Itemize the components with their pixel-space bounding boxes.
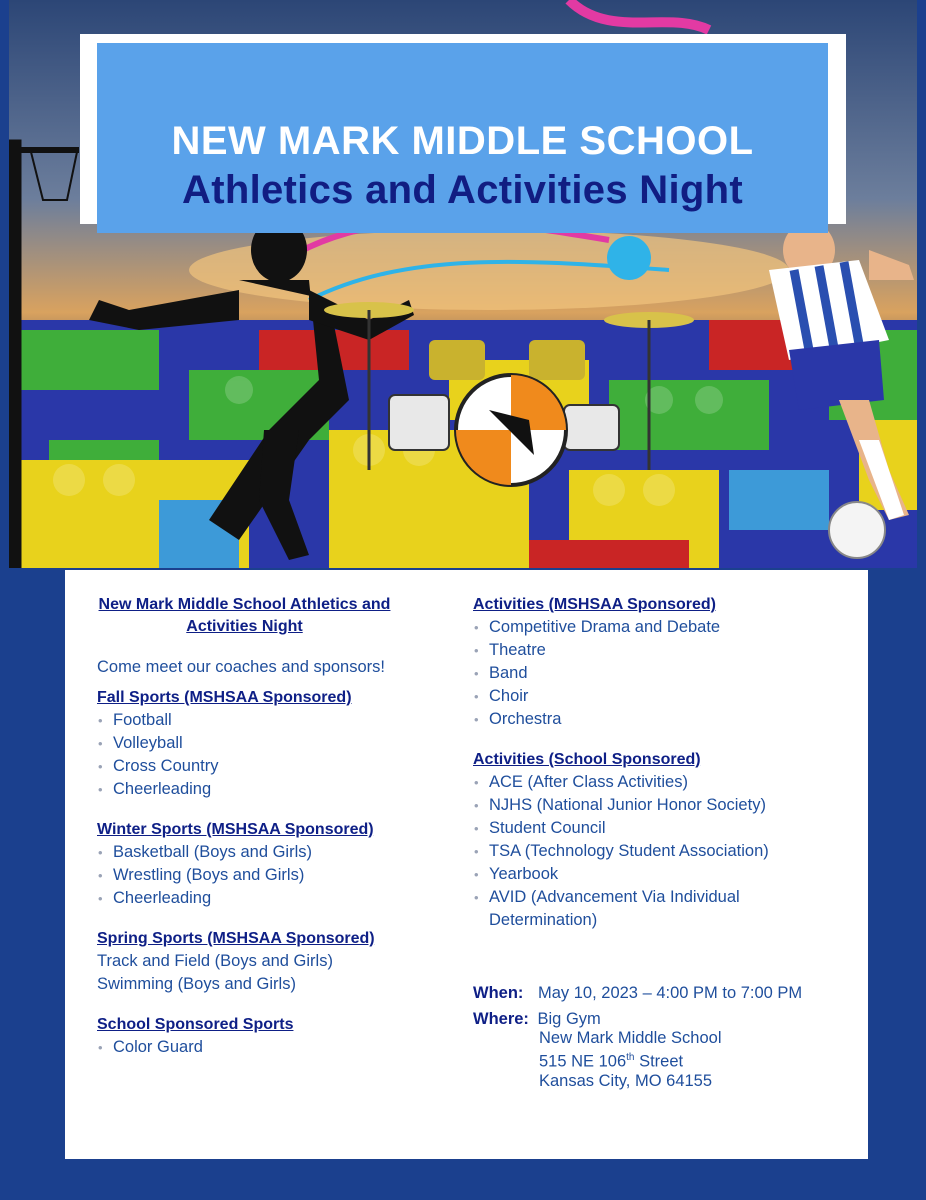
panel-heading bbox=[87, 594, 402, 638]
panel-heading-line1: New Mark Middle School Athletics and bbox=[98, 596, 391, 613]
list-item: • Student Council bbox=[473, 817, 843, 840]
winter-sports-heading: Winter Sports (MSHSAA Sponsored) bbox=[97, 821, 374, 838]
panel-heading-line2: Activities Night bbox=[186, 618, 303, 635]
where-address bbox=[539, 1048, 843, 1072]
school-sports-heading: School Sponsored Sports bbox=[97, 1016, 294, 1033]
list-item: • AVID (Advancement Via Individual bbox=[473, 886, 843, 909]
mshsaa-activities-list bbox=[473, 616, 843, 731]
right-column bbox=[473, 594, 843, 1091]
where-superscript: th bbox=[626, 1052, 635, 1063]
where-line: Big Gym bbox=[537, 1010, 601, 1028]
mshsaa-activities-heading: Activities (MSHSAA Sponsored) bbox=[473, 596, 716, 613]
event-title: Athletics and Activities Night bbox=[182, 168, 743, 212]
list-item: • Choir bbox=[473, 685, 843, 708]
info-panel bbox=[65, 570, 868, 1159]
where-line: 515 NE 106 bbox=[539, 1052, 627, 1071]
list-item: • Yearbook bbox=[473, 863, 843, 886]
school-activities-list bbox=[473, 771, 843, 909]
list-item: • Theatre bbox=[473, 639, 843, 662]
list-item: • Band bbox=[473, 662, 843, 685]
list-item: • Competitive Drama and Debate bbox=[473, 616, 843, 639]
where-line: Kansas City, MO 64155 bbox=[539, 1071, 713, 1090]
when-row bbox=[473, 982, 843, 1004]
when-label: When: bbox=[473, 984, 524, 1002]
where-line: New Mark Middle School bbox=[539, 1029, 722, 1047]
list-item: • Football bbox=[97, 709, 437, 732]
school-sports-list bbox=[97, 1036, 437, 1059]
fall-sports-heading: Fall Sports (MSHSAA Sponsored) bbox=[97, 689, 352, 706]
list-item: • Cheerleading bbox=[97, 778, 437, 801]
list-item: • Orchestra bbox=[473, 708, 843, 731]
list-item-continuation: Determination) bbox=[489, 911, 598, 929]
list-item: • Volleyball bbox=[97, 732, 437, 755]
fall-sports-list bbox=[97, 709, 437, 801]
left-column bbox=[97, 594, 437, 1059]
spring-sport-item: Swimming (Boys and Girls) bbox=[97, 975, 296, 993]
list-item: • Wrestling (Boys and Girls) bbox=[97, 864, 437, 887]
intro-text: Come meet our coaches and sponsors! bbox=[97, 658, 385, 676]
list-item: • NJHS (National Junior Honor Society) bbox=[473, 794, 843, 817]
where-row bbox=[473, 1010, 843, 1091]
list-item: • TSA (Technology Student Association) bbox=[473, 840, 843, 863]
title-banner bbox=[97, 43, 828, 233]
list-item: • Cheerleading bbox=[97, 887, 437, 910]
list-item: • ACE (After Class Activities) bbox=[473, 771, 843, 794]
school-title: NEW MARK MIDDLE SCHOOL bbox=[171, 119, 754, 163]
school-activities-heading: Activities (School Sponsored) bbox=[473, 751, 701, 768]
spring-sport-item: Track and Field (Boys and Girls) bbox=[97, 952, 333, 970]
list-item: • Cross Country bbox=[97, 755, 437, 778]
winter-sports-list bbox=[97, 841, 437, 910]
list-item: • Basketball (Boys and Girls) bbox=[97, 841, 437, 864]
where-label: Where: bbox=[473, 1010, 529, 1028]
when-value: May 10, 2023 – 4:00 PM to 7:00 PM bbox=[538, 984, 803, 1002]
where-line: Street bbox=[634, 1052, 684, 1071]
spring-sports-heading: Spring Sports (MSHSAA Sponsored) bbox=[97, 930, 375, 947]
list-item: • Color Guard bbox=[97, 1036, 437, 1059]
